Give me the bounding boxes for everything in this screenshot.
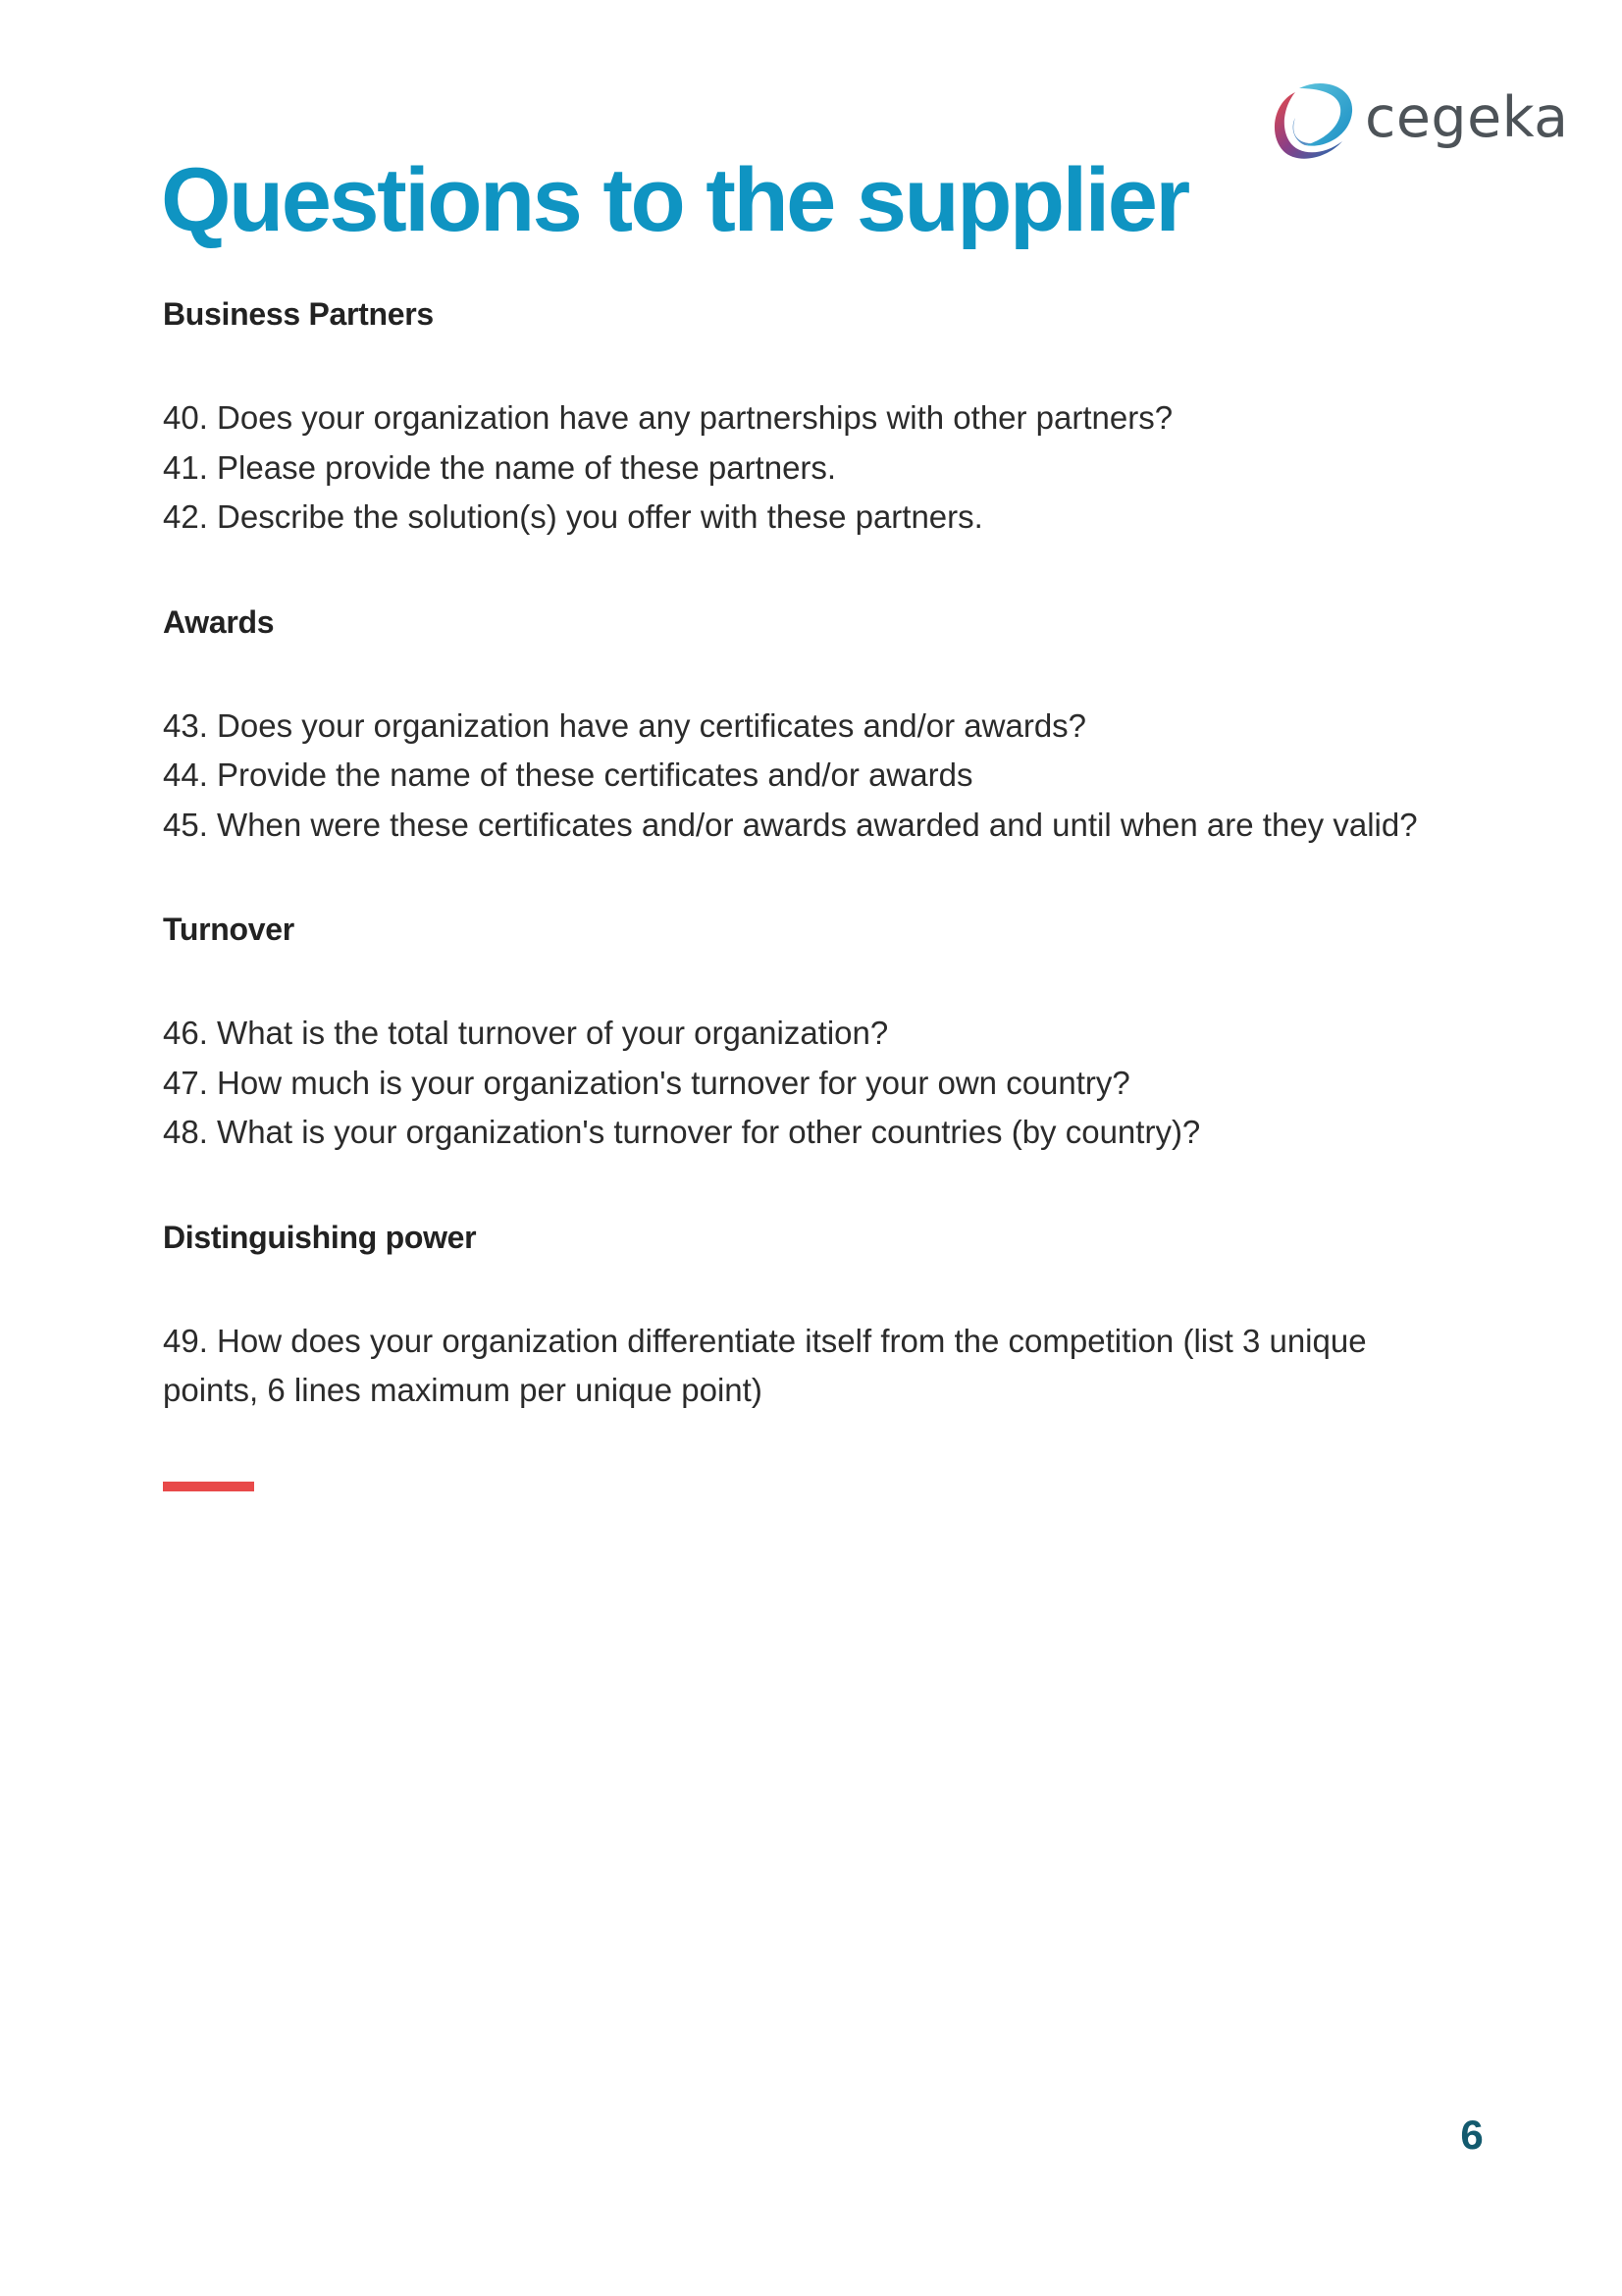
section-turnover <box>163 910 1419 1158</box>
section-awards <box>163 602 1419 851</box>
cegeka-swirl-icon <box>1266 80 1356 165</box>
question-item: 47. How much is your organization's turnover for your own country? <box>163 1064 1130 1101</box>
question-item: 48. What is your organization's turnover for other countries (by country)? <box>163 1114 1201 1150</box>
cegeka-logo <box>1266 80 1569 165</box>
section-heading: Distinguishing power <box>163 1219 477 1255</box>
question-list <box>163 393 1419 543</box>
question-item: 41. Please provide the name of these partners. <box>163 448 837 486</box>
question-list <box>163 1317 1419 1416</box>
section-distinguishing-power <box>163 1218 1419 1416</box>
questions-content <box>163 294 1419 1476</box>
page-number: 6 <box>1460 2112 1484 2158</box>
page-title: Questions to the supplier <box>161 150 1188 250</box>
question-list <box>163 702 1419 851</box>
question-item: 45. When were these certificates and/or awards awarded and until when are they valid? <box>163 806 1418 843</box>
section-heading: Awards <box>163 603 275 640</box>
question-item: 40. Does your organization have any partnerships with other partners? <box>163 399 1174 436</box>
question-item: 46. What is the total turnover of your organization? <box>163 1015 889 1051</box>
section-business-partners <box>163 294 1419 543</box>
question-list <box>163 1009 1419 1158</box>
question-item: 49. How does your organization differentiate itself from the competition (list 3 unique points, 6 lines maximum per unique point) <box>163 1322 1367 1408</box>
section-heading: Business Partners <box>163 296 434 332</box>
question-item: 44. Provide the name of these certificates and/or awards <box>163 757 973 793</box>
accent-divider <box>163 1482 254 1491</box>
question-item: 42. Describe the solution(s) you offer with these partners. <box>163 498 983 535</box>
question-item: 43. Does your organization have any certificates and/or awards? <box>163 706 1087 744</box>
logo-wordmark: cegeka <box>1365 85 1569 150</box>
section-heading: Turnover <box>163 912 294 947</box>
